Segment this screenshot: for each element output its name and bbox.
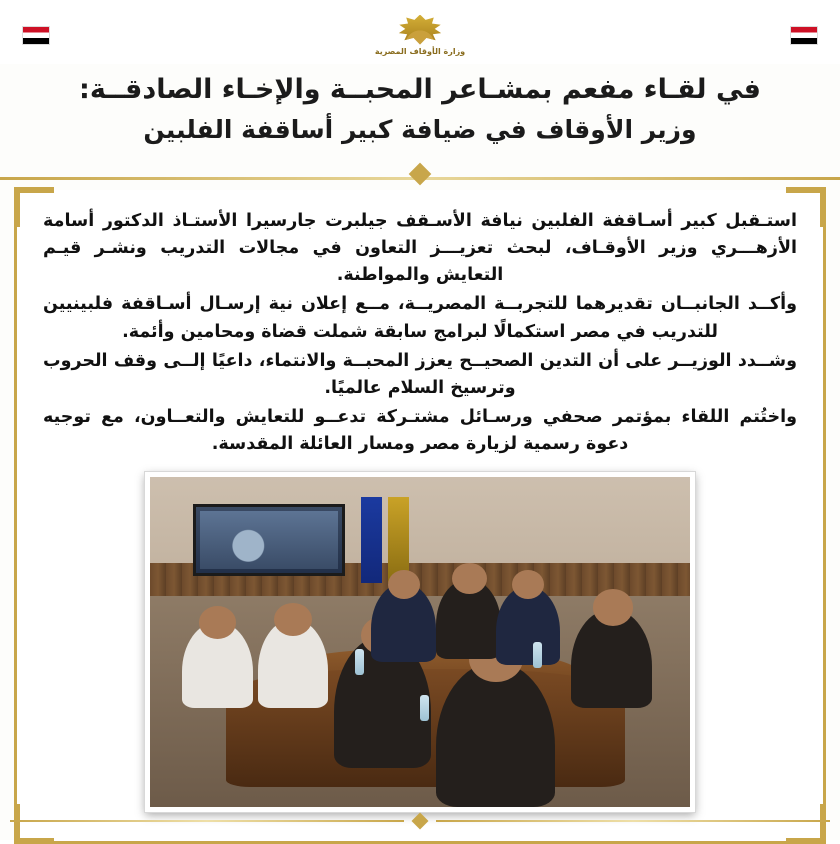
body-paragraph: وشــدد الوزيــر على أن التدين الصحيــح يعزز المحبــة والانتماء، داعيًا إلــى وقف الحروب وترسيخ السلام عالميًا. [43, 350, 797, 398]
body-paragraph: واختُتم اللقاء بمؤتمر صحفي ورسـائل مشتـركة تدعــو للتعايش والتعــاون، مع توجيه دعوة رسمية لزيارة مصر ومسار العائلة المقدسة. [43, 406, 797, 454]
body-paragraph: استـقبل كبير أسـاقفة الفلبين نيافة الأسـقف جيلبرت جارسيرا الأستـاذ الدكتور أسامة الأزهـــري وزير الأوقـاف، لبحث تعزيـــز التعاون في مجالات التدريب ونشـر قيـم التعايش والمواطنة. [43, 211, 797, 286]
body-paragraph: وأكــد الجانبــان تقديرهما للتجربــة المصريــة، مــع إعلان نية إرسـال أسـاقفة فلبينيين للتدريب في مصر استكمالًا لبرامج سابقة شملت قضاة ومحامين وأئمة. [43, 294, 797, 342]
title-line-1: في لقـاء مفعم بمشـاعر المحبــة والإخـاء الصادقــة: [79, 74, 761, 105]
bottom-ornament [0, 808, 840, 834]
header-band [0, 0, 840, 64]
corner-ornament-icon [786, 187, 826, 227]
corner-ornament-icon [14, 187, 54, 227]
ministry-logo [0, 6, 840, 64]
content-card [14, 190, 826, 844]
page-title [0, 64, 840, 162]
ornamental-divider [0, 164, 840, 190]
egypt-flag-icon [790, 26, 818, 45]
meeting-photo [145, 472, 695, 812]
ministry-of-endowments-emblem [397, 15, 443, 45]
title-line-2: وزير الأوقاف في ضيافة كبير أساقفة الفلبين [143, 114, 697, 144]
diamond-ornament-icon [412, 813, 429, 830]
egypt-flag-icon [22, 26, 50, 45]
ministry-logo-caption: وزارة الأوقاف المصرية [374, 46, 466, 56]
flag-stand-icon [361, 497, 383, 583]
diamond-ornament-icon [409, 163, 432, 186]
presentation-screen [193, 504, 345, 576]
